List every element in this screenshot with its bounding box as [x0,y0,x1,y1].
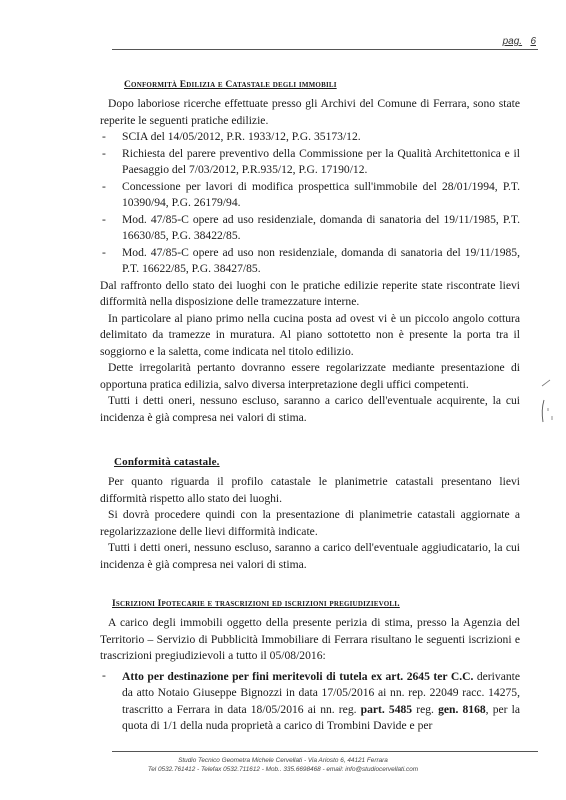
list-item: - Concessione per lavori di modifica prospettica sull'immobile del 28/01/1994, P.T. 10390/94, P.G. 26179/94. [102,179,520,209]
encumbrance-item [100,669,520,735]
paragraph: In particolare al piano primo nella cucina posta ad ovest vi è un piccolo angolo cottura delimitato da tramezze in muratura. Al piano sottotetto non è presente la porta tra il soggiorno e la saletta, come indicata nel titolo edilizio. [100,311,520,358]
page-content [100,80,520,735]
paragraph: Dopo laboriose ricerche effettuate presso gli Archivi del Comune di Ferrara, sono state reperite le seguenti pratiche edilizie. [100,97,520,127]
section-title-conformita-edilizia: Conformità Edilizia e Catastale degli immobili [124,80,337,90]
building-permits-list [100,129,520,278]
list-bullet: - [102,130,106,143]
list-item: - Mod. 47/85-C opere ad uso residenziale, domanda di sanatoria del 19/11/1985, P.T. 16630/85, P.G. 38422/85. [102,212,520,242]
footer-studio-address: Studio Tecnico Geometra Michele Cervellati - Via Ariosto 6, 44121 Ferrara [178,757,388,764]
paragraph: Tutti i detti oneri, nessuno escluso, saranno a carico dell'eventuale acquirente, la cui incidenza è già compresa nei valori di stima. [100,394,520,424]
paragraph: Dal raffronto dello stato dei luoghi con le pratiche edilizie reperite state riscontrate lievi difformità nella disposizione delle tramezzature interne. [100,278,520,308]
page-footer [0,756,566,774]
paragraph: A carico degli immobili oggetto della presente perizia di stima, presso la Agenzia del Territorio – Servizio di Pubblicità Immobiliare di Ferrara risultano le seguenti iscrizioni e trascrizioni pregiudizievoli a tutto il 05/08/2016: [100,616,520,662]
list-item: - Richiesta del parere preventivo della Commissione per la Qualità Architettonica e il Paesaggio del 7/03/2012, P.R.935/12, P.G. 17190/12. [102,146,520,176]
list-bullet: - [102,668,106,682]
section-title-conformita-catastale: Conformità catastale. [114,456,220,468]
handwritten-margin-marks [538,378,558,438]
page-number [503,36,536,47]
paragraph: Tutti i detti oneri, nessuno escluso, saranno a carico dell'eventuale aggiudicatario, la cui incidenza è già compresa nei valori di stima. [100,541,520,571]
list-bullet: - [102,245,106,259]
list-bullet: - [102,212,106,226]
encumbrance-text: Atto per destinazione per fini meritevoli di tutela ex art. 2645 ter C.C. derivante da atto Notaio Giuseppe Bignozzi in data 17/05/2016 ai nn. rep. 22049 racc. 14275, trascritto a Ferrara in data 18/05/2016 ai nn. reg. part. 5485 reg. gen. 8168, per la quota di 1/1 della nuda proprietà a carico di Trombini Davide e per [122,669,521,732]
header-rule [112,49,538,50]
paragraph: Si dovrà procedere quindi con la presentazione di planimetrie catastali aggiornate a regolarizzazione delle lievi difformità indicate. [100,508,520,538]
list-item: - SCIA del 14/05/2012, P.R. 1933/12, P.G. 35173/12. [122,129,520,146]
list-bullet: - [102,146,106,160]
page-number-value: 6 [530,36,536,47]
page-label: pag. [502,36,523,47]
footer-rule [112,751,538,752]
list-item: - Mod. 47/85-C opere ad uso non residenziale, domanda di sanatoria del 19/11/1985, P.T. 16622/85, P.G. 38427/85. [102,245,520,275]
section-title-iscrizioni-ipotecarie: Iscrizioni Ipotecarie e trascrizioni ed iscrizioni pregiudizievoli. [112,599,400,609]
list-bullet: - [102,179,106,193]
footer-contacts: Tel 0532.761412 - Telefax 0532.711612 - Mob.. 335.6698468 - email: info@studiocervellati.com [147,766,419,773]
paragraph: Dette irregolarità pertanto dovranno essere regolarizzate mediante presentazione di opportuna pratica edilizia, salvo diversa interpretazione degli uffici competenti. [100,361,520,391]
paragraph: Per quanto riguarda il profilo catastale le planimetrie catastali presentano lievi difformità rispetto allo stato dei luoghi. [100,475,520,505]
